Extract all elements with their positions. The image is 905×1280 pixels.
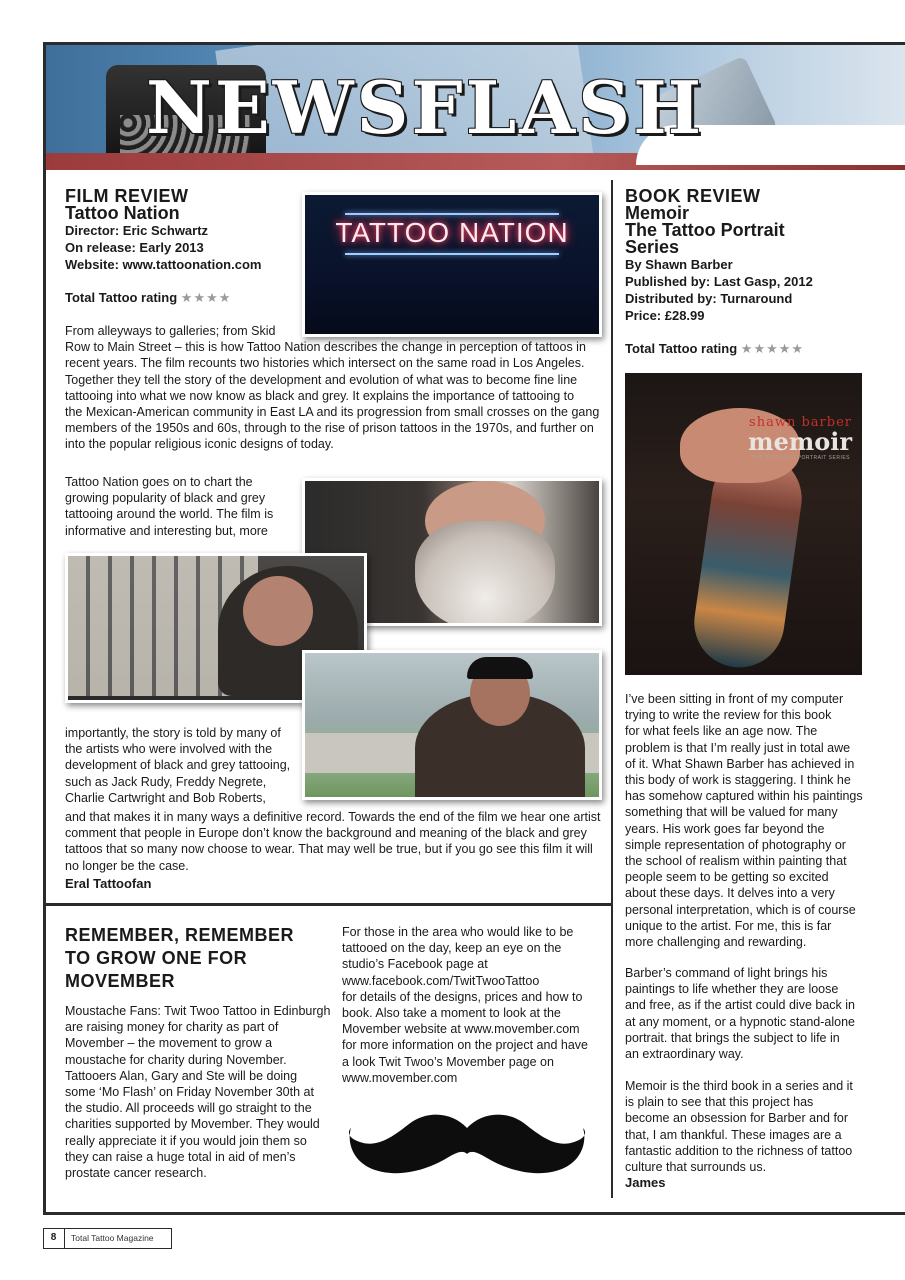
text-line: more challenging and rewarding. bbox=[625, 935, 807, 950]
text-line: tattooing around the world. The film is bbox=[65, 507, 274, 522]
heading-line: MOVEMBER bbox=[65, 971, 176, 991]
text-line: people seem to be getting so excited bbox=[625, 870, 829, 885]
text-line: studio’s Facebook page at bbox=[342, 957, 488, 972]
book-review-title bbox=[625, 205, 785, 256]
text-line: about these days. It delves into a very bbox=[625, 886, 835, 901]
text-line: of it. What Shawn Barber has achieved in bbox=[625, 756, 855, 771]
text-line: a look Twit Twoo’s Movember page on bbox=[342, 1054, 554, 1069]
text-line: no longer be the case. bbox=[65, 858, 189, 873]
book-rating-label: Total Tattoo rating bbox=[625, 341, 738, 356]
book-paragraph-2 bbox=[625, 965, 870, 1062]
text-line: and free, as if the artist could dive back in bbox=[625, 998, 855, 1013]
text-line: tattooing into what we now know as black and grey. It explains the importance of tattooing to bbox=[65, 388, 575, 403]
text-line: that, I am thankful. These images are a bbox=[625, 1127, 842, 1142]
text-line: prostate cancer research. bbox=[65, 1166, 207, 1181]
film-paragraph-1 bbox=[65, 323, 605, 453]
text-line: Moustache Fans: Twit Twoo Tattoo in Edinburgh bbox=[65, 1004, 331, 1018]
text-line: simple representation of photography or bbox=[625, 837, 846, 852]
newsflash-banner bbox=[46, 45, 905, 170]
neon-logo-text: TATTOO NATION bbox=[335, 217, 569, 248]
film-review-author: Eral Tattoofan bbox=[65, 876, 152, 891]
cover-title: memoir bbox=[748, 427, 852, 456]
text-line: unique to the artist. For me, this is far bbox=[625, 918, 832, 933]
text-line: Movember website at www.movember.com bbox=[342, 1022, 580, 1037]
text-line: Tattoo Nation goes on to chart the bbox=[65, 475, 253, 489]
memoir-book-cover bbox=[625, 373, 862, 675]
column-divider bbox=[611, 180, 613, 1198]
text-line: Row to Main Street – this is how Tattoo Nation describes the change in perception of tattoos in bbox=[65, 340, 586, 355]
text-line: moustache for charity during November. bbox=[65, 1052, 287, 1067]
film-review-kind: FILM REVIEW bbox=[65, 186, 189, 206]
text-line: they can raise a huge total in aid of men’s bbox=[65, 1149, 296, 1164]
text-line: paintings to life whether they are loose bbox=[625, 982, 839, 997]
text-line: Movember – the movement to grow a bbox=[65, 1036, 273, 1051]
book-distributor: Distributed by: Turnaround bbox=[625, 291, 793, 306]
frame-left-rule bbox=[43, 42, 46, 1214]
text-line: www.movember.com bbox=[342, 1070, 458, 1085]
title-line: The Tattoo Portrait bbox=[625, 220, 785, 240]
text-line: Memoir is the third book in a series and it bbox=[625, 1079, 853, 1093]
text-line: personal interpretation, which is of course bbox=[625, 902, 856, 917]
book-author-line: By Shawn Barber bbox=[625, 257, 733, 272]
text-line: for details of the designs, prices and how to bbox=[342, 989, 583, 1004]
text-line: into the popular religious iconic designs of today. bbox=[65, 437, 334, 452]
text-line: informative and interesting but, more bbox=[65, 523, 268, 538]
photo-beard bbox=[415, 521, 555, 626]
text-line: the artists who were involved with the bbox=[65, 742, 273, 757]
film-rating-label: Total Tattoo rating bbox=[65, 290, 178, 305]
book-rating-stars: ★★★★★ bbox=[740, 341, 805, 356]
film-director: Director: Eric Schwartz bbox=[65, 223, 209, 238]
page-number: 8 bbox=[43, 1228, 65, 1249]
text-line: become an obsession for Barber and for bbox=[625, 1111, 849, 1126]
text-line: Together they tell the story of the development and evolution of what was to become fine line bbox=[65, 372, 578, 387]
text-line: Barber’s command of light brings his bbox=[625, 966, 828, 980]
text-line: tattoos that so many now choose to wear. That may well be true, but if you go see this film it will bbox=[65, 842, 593, 857]
film-paragraph-4 bbox=[65, 809, 610, 874]
text-line: years. His work goes far beyond the bbox=[625, 821, 825, 836]
heading-line: REMEMBER, REMEMBER bbox=[65, 925, 295, 945]
text-line: fantastic addition to the richness of tattoo bbox=[625, 1143, 853, 1158]
section-divider bbox=[46, 903, 611, 906]
photo-cap bbox=[467, 657, 533, 679]
book-price: Price: £28.99 bbox=[625, 308, 705, 323]
tattoo-nation-logo-image bbox=[302, 192, 602, 337]
text-line: for more information on the project and have bbox=[342, 1038, 588, 1053]
frame-bottom-rule bbox=[43, 1212, 905, 1215]
text-line: For those in the area who would like to be bbox=[342, 925, 574, 939]
film-release: On release: Early 2013 bbox=[65, 240, 204, 255]
text-line: members of the 1950s and 60s, through to the rise of prison tattoos in the 1970s, and further on bbox=[65, 421, 594, 436]
movember-left-paragraph bbox=[65, 1003, 335, 1181]
text-line: problem is that I’m really just in total awe bbox=[625, 740, 851, 755]
text-line: for what feels like an age now. The bbox=[625, 724, 818, 739]
cover-subtitle: THE TATTOOED PORTRAIT SERIES bbox=[752, 455, 850, 461]
text-line: this body of work is staggering. I think he bbox=[625, 773, 851, 788]
text-line: tattooed on the day, keep an eye on the bbox=[342, 941, 562, 956]
text-line: From alleyways to galleries; from Skid bbox=[65, 324, 276, 338]
text-line: has somehow captured within his paintings bbox=[625, 789, 863, 804]
book-publisher: Published by: Last Gasp, 2012 bbox=[625, 274, 813, 289]
text-line: development of black and grey tattooing, bbox=[65, 758, 291, 773]
text-line: comment that people in Europe don’t know the background and meaning of the black and grey bbox=[65, 826, 587, 841]
title-line: Memoir bbox=[625, 203, 690, 223]
outdoor-man-photo bbox=[302, 650, 602, 800]
text-line: at any moment, or a hypnotic stand-alone bbox=[625, 1014, 855, 1029]
heading-line: TO GROW ONE FOR bbox=[65, 948, 248, 968]
neon-line-bottom bbox=[345, 253, 559, 255]
text-line: importantly, the story is told by many of bbox=[65, 726, 281, 740]
movember-heading bbox=[65, 924, 294, 993]
magazine-name: Total Tattoo Magazine bbox=[71, 1233, 154, 1243]
text-line: and that makes it in many ways a definitive record. Towards the end of the film we hear one artist bbox=[65, 810, 601, 824]
text-line: portrait. that brings the subject to life in bbox=[625, 1030, 840, 1045]
neon-line-top bbox=[345, 213, 559, 215]
title-line: Series bbox=[625, 237, 680, 257]
book-paragraph-1 bbox=[625, 691, 870, 950]
text-line: Tattooers Alan, Gary and Ste will be doing bbox=[65, 1068, 298, 1083]
film-paragraph-2 bbox=[65, 474, 300, 539]
film-review-title: Tattoo Nation bbox=[65, 203, 180, 223]
text-line: are raising money for charity as part of bbox=[65, 1020, 279, 1035]
text-line: the studio. All proceeds will go straight to the bbox=[65, 1101, 312, 1116]
book-review-author: James bbox=[625, 1175, 666, 1190]
text-line: is plain to see that this project has bbox=[625, 1095, 814, 1110]
movember-right-paragraph bbox=[342, 924, 607, 1086]
text-line: the Mexican-American community in East LA and its progression from small crosses on the gang bbox=[65, 405, 600, 420]
film-website: Website: www.tattoonation.com bbox=[65, 257, 262, 272]
film-paragraph-3 bbox=[65, 725, 300, 806]
text-line: www.facebook.com/TwitTwooTattoo bbox=[342, 973, 540, 988]
cover-author: shawn barber bbox=[749, 415, 852, 430]
text-line: an extraordinary way. bbox=[625, 1047, 744, 1062]
text-line: Charlie Cartwright and Bob Roberts, bbox=[65, 790, 266, 805]
text-line: really appreciate it if you would join them so bbox=[65, 1133, 307, 1148]
banner-title: NEWSFLASH bbox=[146, 65, 705, 150]
film-rating bbox=[65, 290, 231, 306]
book-rating bbox=[625, 341, 804, 357]
text-line: culture that surrounds us. bbox=[625, 1160, 767, 1175]
film-rating-stars: ★★★★ bbox=[180, 290, 232, 305]
text-line: some ‘Mo Flash’ on Friday November 30th at bbox=[65, 1085, 314, 1100]
text-line: the school of realism within painting that bbox=[625, 854, 847, 869]
text-line: trying to write the review for this book bbox=[625, 708, 832, 723]
photo-head bbox=[243, 576, 313, 646]
book-paragraph-3 bbox=[625, 1078, 870, 1175]
mustache-icon bbox=[347, 1110, 587, 1190]
text-line: such as Jack Rudy, Freddy Negrete, bbox=[65, 774, 267, 789]
text-line: recent years. The film recounts two histories which intersect on the same road in Los Angeles. bbox=[65, 356, 585, 371]
text-line: book. Also take a moment to look at the bbox=[342, 1006, 561, 1021]
text-line: growing popularity of black and grey bbox=[65, 491, 266, 506]
text-line: charities supported by Movember. They would bbox=[65, 1117, 320, 1132]
book-review-kind: BOOK REVIEW bbox=[625, 186, 761, 206]
text-line: something that will be valued for many bbox=[625, 805, 838, 820]
text-line: I’ve been sitting in front of my computer bbox=[625, 692, 844, 706]
